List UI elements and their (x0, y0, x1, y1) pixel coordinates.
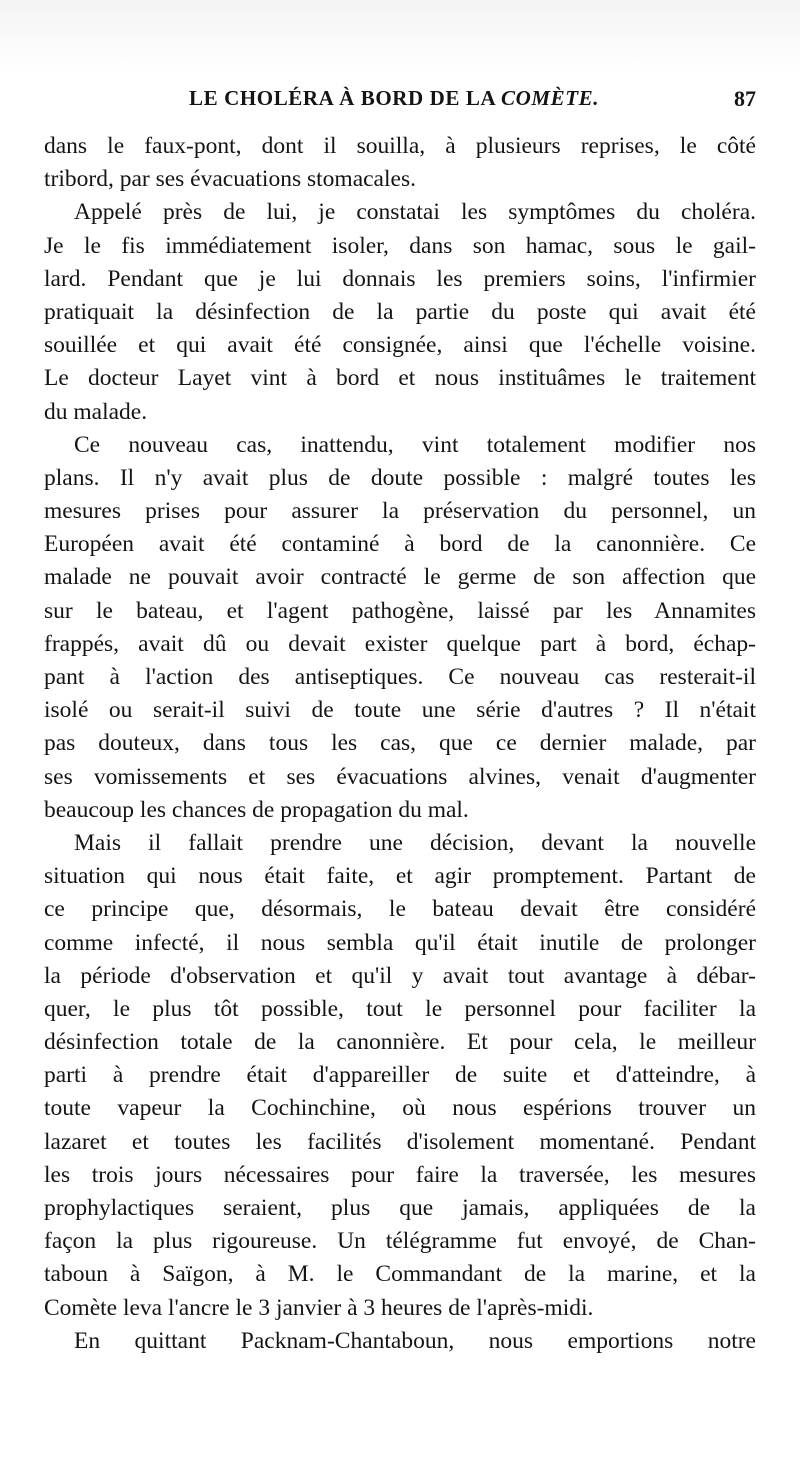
body-text (44, 130, 756, 1358)
text-line: malade ne pouvait avoir contracté le germe de son affection que (44, 564, 756, 591)
running-title-ship: COMÈTE. (500, 86, 600, 110)
text-line: parti à prendre était d'appareiller de suite et d'atteindre, à (44, 1062, 756, 1089)
text-line: plans. Il n'y avait plus de doute possible : malgré toutes les (44, 464, 756, 491)
text-line: pant à l'action des antiseptiques. Ce nouveau cas resterait-il (44, 664, 756, 690)
text-line: souillée et qui avait été consignée, ainsi que l'échelle voisine. (44, 332, 756, 359)
text-line: pratiquait la désinfection de la partie du poste qui avait été (44, 298, 756, 325)
text-line: dans le faux-pont, dont il souilla, à plusieurs reprises, le côté (44, 133, 756, 159)
text-line: tribord, par ses évacuations stomacales. (44, 166, 416, 193)
text-line: taboun à Saïgon, à M. le Commandant de la marine, et la (44, 1261, 756, 1288)
text-line: du malade. (44, 398, 148, 425)
text-line: toute vapeur la Cochinchine, où nous espérions trouver un (44, 1095, 756, 1122)
text-line: mesures prises pour assurer la préservation du personnel, un (44, 498, 756, 525)
text-line: Le docteur Layet vint à bord et nous instituâmes le traitement (44, 365, 756, 392)
text-line: isolé ou serait-il suivi de toute une série d'autres ? Il n'était (44, 697, 756, 724)
text-line: Ce nouveau cas, inattendu, vint totalement modifier nos (74, 431, 756, 458)
text-line: Je le fis immédiatement isoler, dans son hamac, sous le gail- (44, 232, 756, 259)
page-number: 87 (734, 86, 756, 111)
text-line: Comète leva l'ancre le 3 janvier à 3 heures de l'après-midi. (44, 1294, 594, 1321)
text-line: désinfection totale de la canonnière. Et pour cela, le meilleur (44, 1029, 756, 1056)
text-line: lazaret et toutes les facilités d'isolement momentané. Pendant (44, 1128, 756, 1155)
text-line: lard. Pendant que je lui donnais les premiers soins, l'infirmier (44, 265, 756, 292)
text-line: Appelé près de lui, je constatai les symptômes du choléra. (74, 199, 756, 226)
text-line: En quittant Packnam-Chantaboun, nous emportions notre (74, 1327, 756, 1354)
running-title (189, 86, 599, 111)
running-header (44, 86, 756, 120)
text-line: prophylactiques seraient, plus que jamais, appliquées de la (44, 1195, 756, 1221)
text-line: frappés, avait dû ou devait exister quelque part à bord, échap- (44, 630, 756, 657)
text-line: quer, le plus tôt possible, tout le personnel pour faciliter la (44, 995, 756, 1022)
running-title-text: LE CHOLÉRA À BORD DE LA (189, 86, 496, 110)
text-line: pas douteux, dans tous les cas, que ce dernier malade, par (44, 730, 756, 757)
text-line: Mais il fallait prendre une décision, devant la nouvelle (74, 829, 756, 856)
text-line: ce principe que, désormais, le bateau devait être considéré (44, 896, 756, 923)
text-line: sur le bateau, et l'agent pathogène, laissé par les Annamites (44, 597, 756, 624)
text-line: façon la plus rigoureuse. Un télégramme fut envoyé, de Chan- (44, 1228, 756, 1255)
text-line: comme infecté, il nous sembla qu'il était inutile de prolonger (44, 929, 756, 956)
text-line: Européen avait été contaminé à bord de la canonnière. Ce (44, 531, 756, 558)
text-line: beaucoup les chances de propagation du mal. (44, 796, 469, 823)
text-line: la période d'observation et qu'il y avait tout avantage à débar- (44, 962, 756, 989)
text-line: ses vomissements et ses évacuations alvines, venait d'augmenter (44, 763, 756, 790)
text-line: situation qui nous était faite, et agir promptement. Partant de (44, 863, 756, 890)
text-line: les trois jours nécessaires pour faire la traversée, les mesures (44, 1161, 756, 1188)
